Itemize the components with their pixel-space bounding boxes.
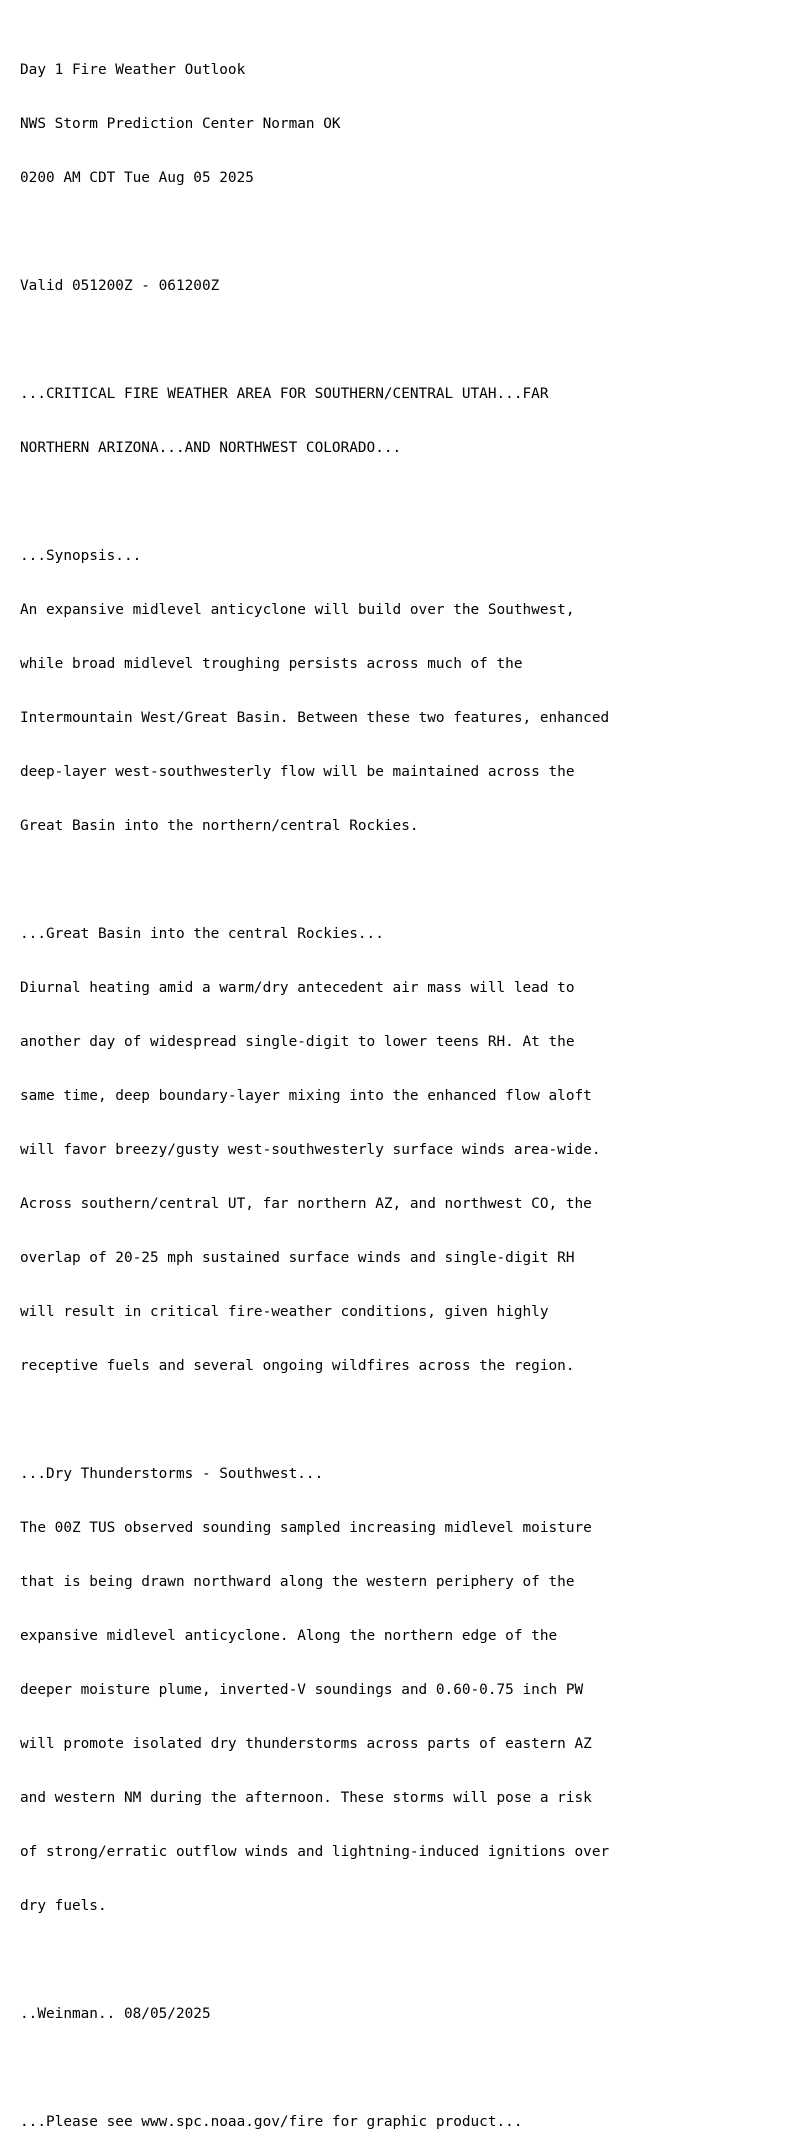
great-basin-line: overlap of 20-25 mph sustained surface winds and single-digit RH (20, 1250, 575, 1266)
blank-line (20, 331, 609, 349)
valid-period: Valid 051200Z - 061200Z (20, 278, 220, 294)
fire-weather-outlook-text (20, 25, 609, 2149)
blank-line (20, 2059, 609, 2077)
headline-line: NORTHERN ARIZONA...AND NORTHWEST COLORADO... (20, 440, 402, 456)
blank-line (20, 1951, 609, 1969)
dry-thunderstorms-line: deeper moisture plume, inverted-V soundings and 0.60-0.75 inch PW (20, 1682, 584, 1698)
synopsis-line: Intermountain West/Great Basin. Between these two features, enhanced (20, 710, 610, 726)
great-basin-line: Diurnal heating amid a warm/dry antecedent air mass will lead to (20, 980, 575, 996)
product-title: Day 1 Fire Weather Outlook (20, 62, 246, 78)
great-basin-line: will result in critical fire-weather conditions, given highly (20, 1304, 549, 1320)
synopsis-line: An expansive midlevel anticyclone will build over the Southwest, (20, 602, 575, 618)
dry-thunderstorms-line: dry fuels. (20, 1898, 107, 1914)
dry-thunderstorms-heading: ...Dry Thunderstorms - Southwest... (20, 1466, 324, 1482)
dry-thunderstorms-line: and western NM during the afternoon. These storms will pose a risk (20, 1790, 592, 1806)
great-basin-heading: ...Great Basin into the central Rockies... (20, 926, 384, 942)
dry-thunderstorms-line: The 00Z TUS observed sounding sampled increasing midlevel moisture (20, 1520, 592, 1536)
blank-line (20, 493, 609, 511)
dry-thunderstorms-line: will promote isolated dry thunderstorms across parts of eastern AZ (20, 1736, 592, 1752)
great-basin-line: another day of widespread single-digit to lower teens RH. At the (20, 1034, 575, 1050)
blank-line (20, 1411, 609, 1429)
forecaster-signature: ..Weinman.. 08/05/2025 (20, 2006, 211, 2022)
great-basin-line: receptive fuels and several ongoing wildfires across the region. (20, 1358, 575, 1374)
issue-time: 0200 AM CDT Tue Aug 05 2025 (20, 170, 254, 186)
great-basin-line: same time, deep boundary-layer mixing into the enhanced flow aloft (20, 1088, 592, 1104)
synopsis-line: Great Basin into the northern/central Rockies. (20, 818, 419, 834)
great-basin-line: Across southern/central UT, far northern AZ, and northwest CO, the (20, 1196, 592, 1212)
graphic-product-footer: ...Please see www.spc.noaa.gov/fire for graphic product... (20, 2114, 523, 2130)
dry-thunderstorms-line: that is being drawn northward along the western periphery of the (20, 1574, 575, 1590)
synopsis-heading: ...Synopsis... (20, 548, 142, 564)
headline-line: ...CRITICAL FIRE WEATHER AREA FOR SOUTHERN/CENTRAL UTAH...FAR (20, 386, 549, 402)
blank-line (20, 223, 609, 241)
issuing-office: NWS Storm Prediction Center Norman OK (20, 116, 341, 132)
dry-thunderstorms-line: expansive midlevel anticyclone. Along the northern edge of the (20, 1628, 558, 1644)
dry-thunderstorms-line: of strong/erratic outflow winds and lightning-induced ignitions over (20, 1844, 610, 1860)
synopsis-line: while broad midlevel troughing persists across much of the (20, 656, 523, 672)
great-basin-line: will favor breezy/gusty west-southwesterly surface winds area-wide. (20, 1142, 601, 1158)
blank-line (20, 871, 609, 889)
synopsis-line: deep-layer west-southwesterly flow will be maintained across the (20, 764, 575, 780)
